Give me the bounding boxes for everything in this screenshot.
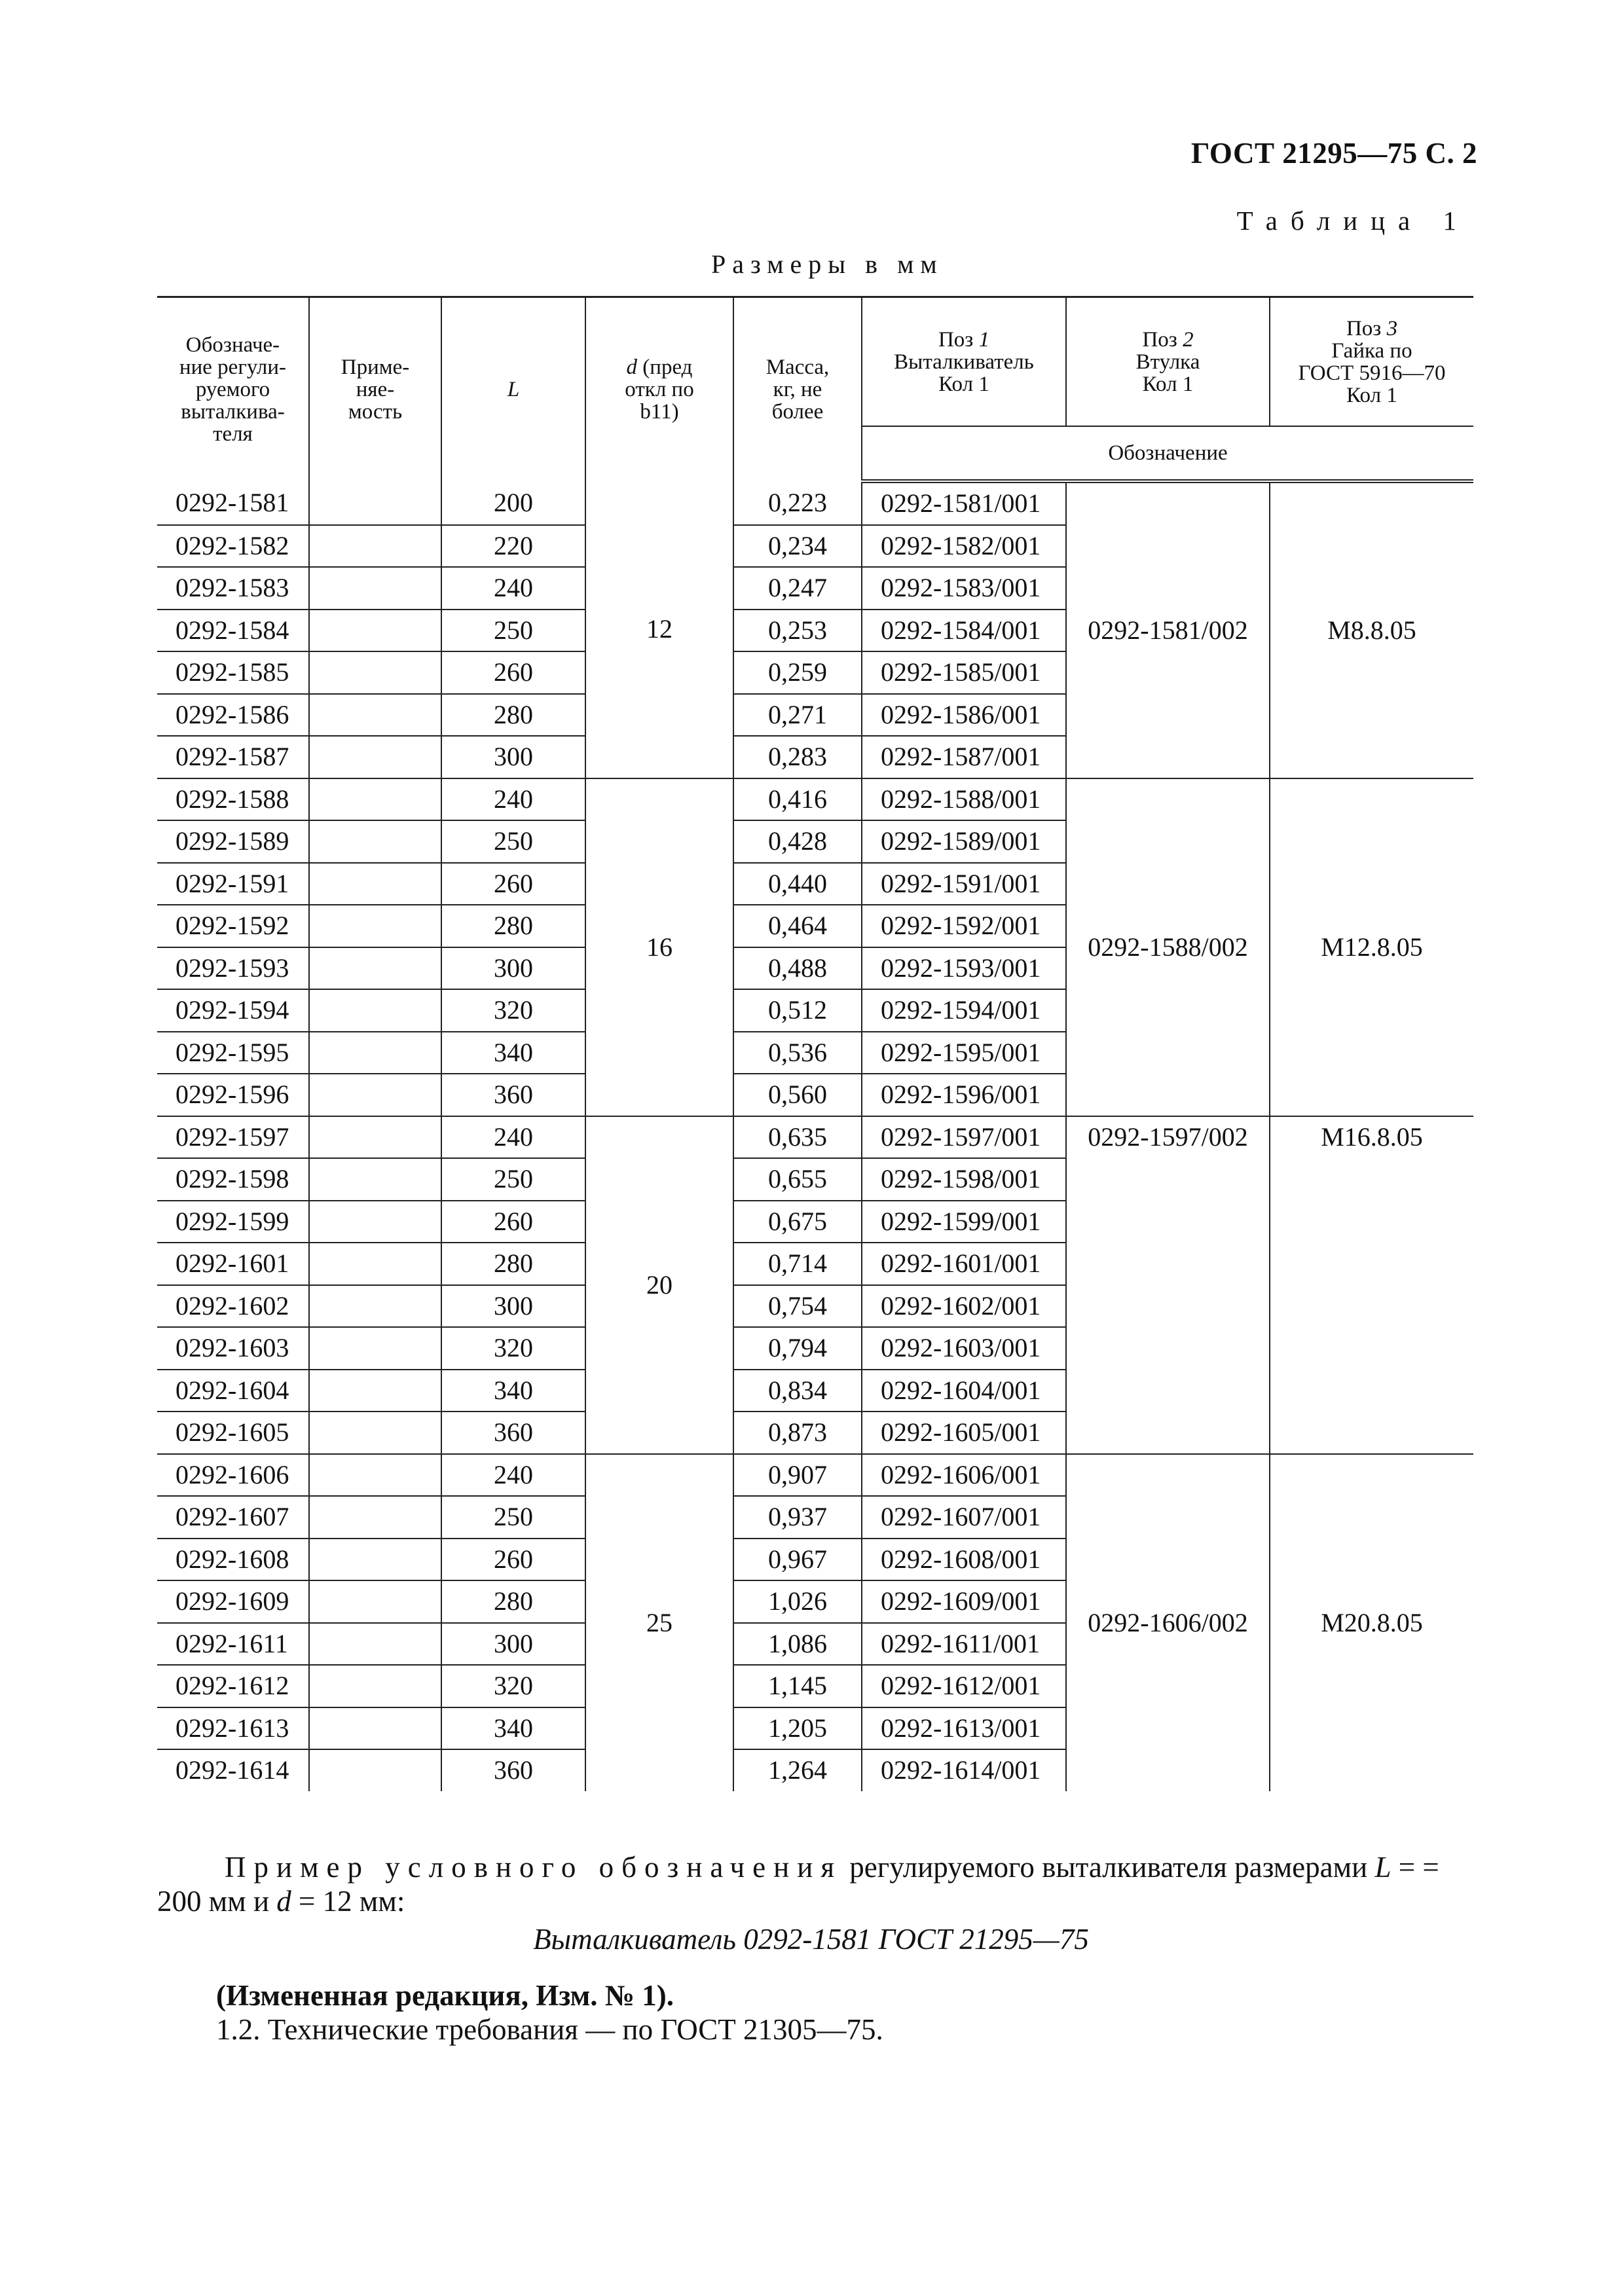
cell-code: 0292-1598 — [157, 1158, 309, 1201]
cell-code: 0292-1601 — [157, 1243, 309, 1285]
cell-code: 0292-1583 — [157, 567, 309, 610]
cell-code: 0292-1603 — [157, 1327, 309, 1370]
header-diameter: d (пред откл по b11) — [585, 297, 733, 482]
example-text-3: = 12 мм: — [291, 1885, 405, 1918]
cell-applicability — [309, 651, 441, 694]
example-text-1: регулируемого выталкивателя размерами — [842, 1851, 1375, 1884]
header-mass: Масса, кг, не более — [733, 297, 862, 482]
cell-diameter: 12 — [585, 481, 733, 778]
cell-diameter: 20 — [585, 1116, 733, 1454]
cell-mass: 0,464 — [733, 905, 862, 947]
cell-length: 240 — [441, 1116, 585, 1159]
revision-note: (Измененная редакция, Изм. № 1). — [216, 1979, 674, 2012]
cell-applicability — [309, 1243, 441, 1285]
cell-pos2: 0292-1597/002 — [1066, 1116, 1270, 1454]
cell-code: 0292-1587 — [157, 736, 309, 778]
cell-code: 0292-1586 — [157, 694, 309, 737]
cell-pos1: 0292-1581/001 — [862, 481, 1066, 525]
cell-applicability — [309, 1370, 441, 1412]
cell-pos1: 0292-1601/001 — [862, 1243, 1066, 1285]
cell-code: 0292-1614 — [157, 1749, 309, 1791]
example-d-symbol: d — [276, 1885, 291, 1918]
cell-length: 240 — [441, 1454, 585, 1497]
cell-mass: 0,428 — [733, 820, 862, 863]
cell-applicability — [309, 1116, 441, 1159]
cell-mass: 0,536 — [733, 1032, 862, 1074]
cell-pos1: 0292-1605/001 — [862, 1412, 1066, 1454]
cell-applicability — [309, 694, 441, 737]
cell-pos1: 0292-1586/001 — [862, 694, 1066, 737]
cell-length: 300 — [441, 1623, 585, 1666]
cell-applicability — [309, 567, 441, 610]
cell-pos1: 0292-1593/001 — [862, 947, 1066, 990]
cell-diameter: 25 — [585, 1454, 733, 1791]
cell-pos1: 0292-1582/001 — [862, 525, 1066, 568]
cell-pos2: 0292-1581/002 — [1066, 481, 1270, 778]
cell-mass: 0,655 — [733, 1158, 862, 1201]
cell-applicability — [309, 610, 441, 652]
cell-length: 360 — [441, 1074, 585, 1116]
cell-length: 320 — [441, 1327, 585, 1370]
cell-mass: 0,234 — [733, 525, 862, 568]
cell-mass: 0,560 — [733, 1074, 862, 1116]
cell-pos1: 0292-1583/001 — [862, 567, 1066, 610]
cell-pos3: M16.8.05 — [1270, 1116, 1473, 1454]
example-lead: Пример условного обозначения — [225, 1851, 843, 1884]
cell-applicability — [309, 1580, 441, 1623]
cell-applicability — [309, 820, 441, 863]
header-code: Обозначе- ние регули- руемого выталкива- теля — [157, 297, 309, 482]
cell-applicability — [309, 1412, 441, 1454]
cell-mass: 0,271 — [733, 694, 862, 737]
cell-length: 280 — [441, 905, 585, 947]
cell-mass: 0,259 — [733, 651, 862, 694]
header-pos1: Поз 1 Выталкиватель Кол 1 — [862, 297, 1066, 427]
cell-applicability — [309, 863, 441, 905]
cell-applicability — [309, 1623, 441, 1666]
cell-mass: 0,512 — [733, 989, 862, 1032]
cell-pos1: 0292-1609/001 — [862, 1580, 1066, 1623]
cell-pos1: 0292-1613/001 — [862, 1707, 1066, 1750]
cell-applicability — [309, 778, 441, 821]
cell-code: 0292-1593 — [157, 947, 309, 990]
cell-length: 320 — [441, 989, 585, 1032]
header-applicability: Приме- няе- мость — [309, 297, 441, 482]
cell-pos3: M20.8.05 — [1270, 1454, 1473, 1791]
cell-mass: 0,247 — [733, 567, 862, 610]
cell-mass: 0,967 — [733, 1539, 862, 1581]
cell-pos1: 0292-1614/001 — [862, 1749, 1066, 1791]
cell-code: 0292-1608 — [157, 1539, 309, 1581]
cell-length: 360 — [441, 1749, 585, 1791]
cell-pos1: 0292-1587/001 — [862, 736, 1066, 778]
cell-length: 240 — [441, 778, 585, 821]
cell-code: 0292-1591 — [157, 863, 309, 905]
cell-code: 0292-1596 — [157, 1074, 309, 1116]
cell-pos1: 0292-1611/001 — [862, 1623, 1066, 1666]
cell-length: 250 — [441, 1496, 585, 1539]
table-label: Таблица 1 — [1236, 206, 1469, 236]
table-body — [157, 481, 1473, 1791]
table-row — [157, 778, 1473, 821]
cell-code: 0292-1605 — [157, 1412, 309, 1454]
cell-code: 0292-1581 — [157, 481, 309, 525]
cell-pos1: 0292-1604/001 — [862, 1370, 1066, 1412]
cell-length: 240 — [441, 567, 585, 610]
cell-code: 0292-1611 — [157, 1623, 309, 1666]
cell-length: 300 — [441, 947, 585, 990]
cell-pos1: 0292-1589/001 — [862, 820, 1066, 863]
cell-mass: 0,283 — [733, 736, 862, 778]
cell-mass: 1,026 — [733, 1580, 862, 1623]
cell-code: 0292-1613 — [157, 1707, 309, 1750]
cell-mass: 0,223 — [733, 481, 862, 525]
cell-code: 0292-1584 — [157, 610, 309, 652]
cell-pos1: 0292-1584/001 — [862, 610, 1066, 652]
cell-mass: 0,635 — [733, 1116, 862, 1159]
cell-pos3: M8.8.05 — [1270, 481, 1473, 778]
cell-applicability — [309, 481, 441, 525]
cell-pos1: 0292-1598/001 — [862, 1158, 1066, 1201]
cell-length: 360 — [441, 1412, 585, 1454]
cell-mass: 0,907 — [733, 1454, 862, 1497]
cell-mass: 0,416 — [733, 778, 862, 821]
cell-mass: 0,794 — [733, 1327, 862, 1370]
cell-pos1: 0292-1592/001 — [862, 905, 1066, 947]
cell-length: 260 — [441, 863, 585, 905]
header-designation: Обозначение — [862, 426, 1473, 481]
cell-applicability — [309, 947, 441, 990]
cell-length: 280 — [441, 1243, 585, 1285]
cell-pos1: 0292-1596/001 — [862, 1074, 1066, 1116]
cell-mass: 1,086 — [733, 1623, 862, 1666]
cell-code: 0292-1582 — [157, 525, 309, 568]
cell-applicability — [309, 989, 441, 1032]
cell-code: 0292-1589 — [157, 820, 309, 863]
cell-mass: 1,145 — [733, 1665, 862, 1707]
cell-mass: 0,937 — [733, 1496, 862, 1539]
cell-code: 0292-1588 — [157, 778, 309, 821]
cell-applicability — [309, 1074, 441, 1116]
cell-pos1: 0292-1603/001 — [862, 1327, 1066, 1370]
cell-mass: 1,264 — [733, 1749, 862, 1791]
cell-applicability — [309, 1158, 441, 1201]
designation-example — [157, 1850, 1473, 1918]
cell-applicability — [309, 1327, 441, 1370]
cell-code: 0292-1599 — [157, 1201, 309, 1243]
cell-length: 280 — [441, 1580, 585, 1623]
cell-code: 0292-1606 — [157, 1454, 309, 1497]
example-L-symbol: L — [1374, 1851, 1392, 1884]
cell-length: 250 — [441, 610, 585, 652]
cell-pos2: 0292-1588/002 — [1066, 778, 1270, 1116]
cell-applicability — [309, 1496, 441, 1539]
cell-mass: 0,754 — [733, 1285, 862, 1328]
cell-length: 300 — [441, 736, 585, 778]
dimensions-table — [157, 296, 1473, 1791]
cell-length: 250 — [441, 820, 585, 863]
cell-pos1: 0292-1608/001 — [862, 1539, 1066, 1581]
cell-applicability — [309, 1749, 441, 1791]
cell-length: 220 — [441, 525, 585, 568]
cell-mass: 0,440 — [733, 863, 862, 905]
cell-pos1: 0292-1607/001 — [862, 1496, 1066, 1539]
cell-pos1: 0292-1594/001 — [862, 989, 1066, 1032]
cell-code: 0292-1604 — [157, 1370, 309, 1412]
cell-applicability — [309, 525, 441, 568]
cell-length: 340 — [441, 1707, 585, 1750]
cell-pos1: 0292-1585/001 — [862, 651, 1066, 694]
table-row — [157, 1454, 1473, 1497]
header-pos2: Поз 2 Втулка Кол 1 — [1066, 297, 1270, 427]
designation-line: Выталкиватель 0292-1581 ГОСТ 21295—75 — [533, 1923, 1089, 1956]
cell-mass: 0,873 — [733, 1412, 862, 1454]
cell-applicability — [309, 905, 441, 947]
cell-code: 0292-1597 — [157, 1116, 309, 1159]
cell-pos1: 0292-1602/001 — [862, 1285, 1066, 1328]
cell-mass: 0,675 — [733, 1201, 862, 1243]
cell-applicability — [309, 1285, 441, 1328]
cell-pos2: 0292-1606/002 — [1066, 1454, 1270, 1791]
table-row — [157, 481, 1473, 525]
cell-applicability — [309, 1032, 441, 1074]
header-pos3: Поз 3 Гайка по ГОСТ 5916—70 Кол 1 — [1270, 297, 1473, 427]
cell-length: 340 — [441, 1370, 585, 1412]
cell-length: 300 — [441, 1285, 585, 1328]
cell-length: 200 — [441, 481, 585, 525]
cell-code: 0292-1585 — [157, 651, 309, 694]
cell-applicability — [309, 1665, 441, 1707]
cell-pos1: 0292-1597/001 — [862, 1116, 1066, 1159]
cell-applicability — [309, 736, 441, 778]
cell-applicability — [309, 1539, 441, 1581]
cell-length: 280 — [441, 694, 585, 737]
cell-applicability — [309, 1707, 441, 1750]
cell-code: 0292-1609 — [157, 1580, 309, 1623]
cell-code: 0292-1607 — [157, 1496, 309, 1539]
cell-length: 260 — [441, 1201, 585, 1243]
cell-applicability — [309, 1201, 441, 1243]
cell-length: 260 — [441, 1539, 585, 1581]
cell-code: 0292-1602 — [157, 1285, 309, 1328]
cell-code: 0292-1594 — [157, 989, 309, 1032]
cell-pos1: 0292-1591/001 — [862, 863, 1066, 905]
requirements-note: 1.2. Технические требования — по ГОСТ 21305—75. — [216, 2013, 883, 2046]
cell-code: 0292-1612 — [157, 1665, 309, 1707]
cell-pos1: 0292-1599/001 — [862, 1201, 1066, 1243]
cell-pos1: 0292-1588/001 — [862, 778, 1066, 821]
cell-code: 0292-1595 — [157, 1032, 309, 1074]
cell-length: 260 — [441, 651, 585, 694]
cell-mass: 0,253 — [733, 610, 862, 652]
cell-pos1: 0292-1612/001 — [862, 1665, 1066, 1707]
cell-code: 0292-1592 — [157, 905, 309, 947]
cell-diameter: 16 — [585, 778, 733, 1116]
cell-pos1: 0292-1595/001 — [862, 1032, 1066, 1074]
example-text-2: = = 200 мм и — [157, 1851, 1439, 1918]
cell-pos3: M12.8.05 — [1270, 778, 1473, 1116]
cell-mass: 1,205 — [733, 1707, 862, 1750]
document-header: ГОСТ 21295—75 С. 2 — [1190, 137, 1477, 170]
cell-length: 340 — [441, 1032, 585, 1074]
cell-length: 250 — [441, 1158, 585, 1201]
cell-mass: 0,714 — [733, 1243, 862, 1285]
cell-pos1: 0292-1606/001 — [862, 1454, 1066, 1497]
table-row — [157, 1116, 1473, 1159]
cell-applicability — [309, 1454, 441, 1497]
cell-mass: 0,834 — [733, 1370, 862, 1412]
units-label: Размеры в мм — [711, 249, 944, 279]
cell-mass: 0,488 — [733, 947, 862, 990]
header-length: L — [441, 297, 585, 482]
cell-length: 320 — [441, 1665, 585, 1707]
